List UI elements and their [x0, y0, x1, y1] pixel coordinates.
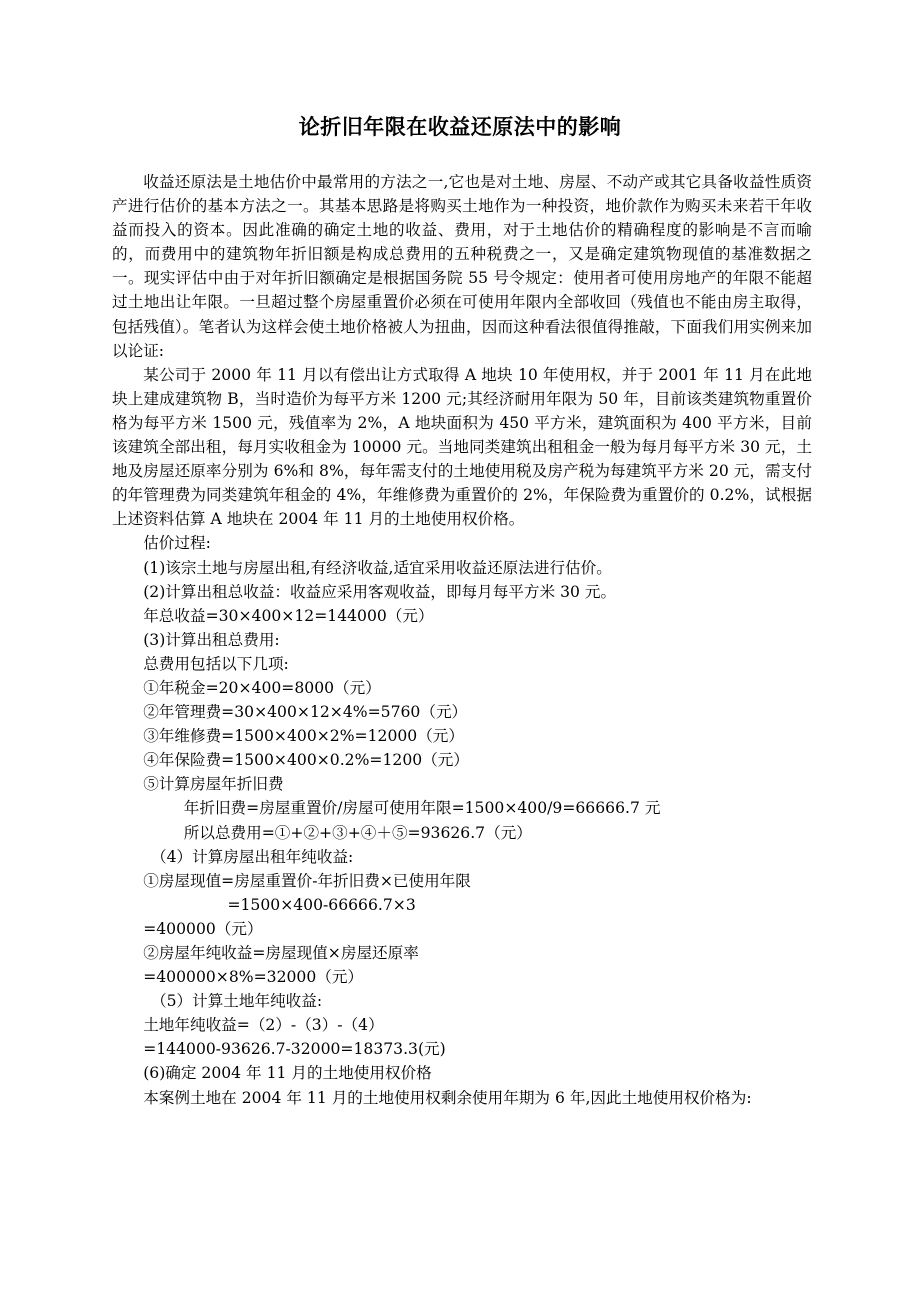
expense-items-intro: 总费用包括以下几项:	[143, 654, 289, 673]
building-value-formula: ①房屋现值=房屋重置价-年折旧费×已使用年限	[143, 871, 471, 890]
closing-paragraph: 本案例土地在 2004 年 11 月的土地使用权剩余使用年期为 6 年,因此土地使用权价格为:	[143, 1088, 752, 1107]
document-body	[112, 170, 812, 1110]
land-income-result: =144000-93626.7-32000=18373.3(元)	[143, 1040, 446, 1059]
process-heading: 估价过程:	[143, 534, 211, 553]
step-3: (3)计算出租总费用:	[143, 630, 280, 649]
expense-depreciation-heading: ⑤计算房屋年折旧费	[143, 775, 284, 794]
building-income-result: =400000×8%=32000（元）	[143, 968, 364, 987]
expense-tax: ①年税金=20×400=8000（元）	[143, 678, 381, 697]
building-income-formula: ②房屋年纯收益=房屋现值×房屋还原率	[143, 944, 419, 962]
case-paragraph: 某公司于 2000 年 11 月以有偿出让方式取得 A 地块 10 年使用权，并于 2001 年 11 月在此地块上建成建筑物 B，当时造价为每平方米 1200 元;其经济耐用年限为 50 年，目前该类建筑物重置价格为每平方米 1500 元，残值率为 2%，A 地块面积为 450 平方米，建筑面积为 400 平方米，目前该建筑全部出租，每月实收租金为 10000 元。当地同类建筑出租租金一般为每月每平方米 30 元，土地及房屋还原率分别为 6%和 8%，每年需支付的土地使用税及房产税为每建筑平方米 20 元，需支付的年管理费为同类建筑年租金的 4%，年维修费为重置价的 2%，年保险费为重置价的 0.2%，试根据上述资料估算 A 地块在 2004 年 11 月的土地使用权价格。	[112, 365, 812, 529]
expense-maintenance: ③年维修费=1500×400×2%=12000（元）	[143, 727, 464, 746]
building-value-calc: =1500×400-66666.7×3	[227, 895, 416, 914]
document-title: 论折旧年限在收益还原法中的影响	[298, 115, 622, 139]
step-5: （5）计算土地年纯收益:	[151, 992, 323, 1011]
step-1: (1)该宗土地与房屋出租,有经济收益,适宜采用收益还原法进行估价。	[143, 558, 612, 577]
expense-management: ②年管理费=30×400×12×4%=5760（元）	[143, 703, 468, 722]
land-income-formula: 土地年纯收益=（2）-（3）-（4）	[143, 1016, 384, 1035]
depreciation-formula: 年折旧费=房屋重置价/房屋可使用年限=1500×400/9=66666.7 元	[183, 799, 661, 818]
total-income-formula: 年总收益=30×400×12=144000（元）	[143, 606, 434, 625]
expense-insurance: ④年保险费=1500×400×0.2%=1200（元）	[143, 751, 469, 770]
total-expense-formula: 所以总费用=①+②+③+④＋⑤=93626.7（元）	[183, 823, 532, 842]
step-6: (6)确定 2004 年 11 月的土地使用权价格	[143, 1064, 432, 1083]
step-2: (2)计算出租总收益：收益应采用客观收益，即每月每平方米 30 元。	[143, 582, 617, 601]
building-value-result: =400000（元）	[143, 919, 263, 938]
intro-paragraph: 收益还原法是土地估价中最常用的方法之一,它也是对土地、房屋、不动产或其它具备收益性质资产进行估价的基本方法之一。其基本思路是将购买土地作为一种投资，地价款作为购买未来若干年收益而投入的资本。因此准确的确定土地的收益、费用，对于土地估价的精确程度的影响是不言而喻的，而费用中的建筑物年折旧额是构成总费用的五种税费之一，又是确定建筑物现值的基准数据之一。现实评估中由于对年折旧额确定是根据国务院 55 号令规定：使用者可使用房地产的年限不能超过土地出让年限。一旦超过整个房屋重置价必须在可使用年限内全部收回（残值也不能由房主取得，包括残值）。笔者认为这样会使土地价格被人为扭曲，因而这种看法很值得推敲，下面我们用实例来加以论证:	[112, 173, 812, 360]
step-4: （4）计算房屋出租年纯收益:	[151, 847, 354, 866]
